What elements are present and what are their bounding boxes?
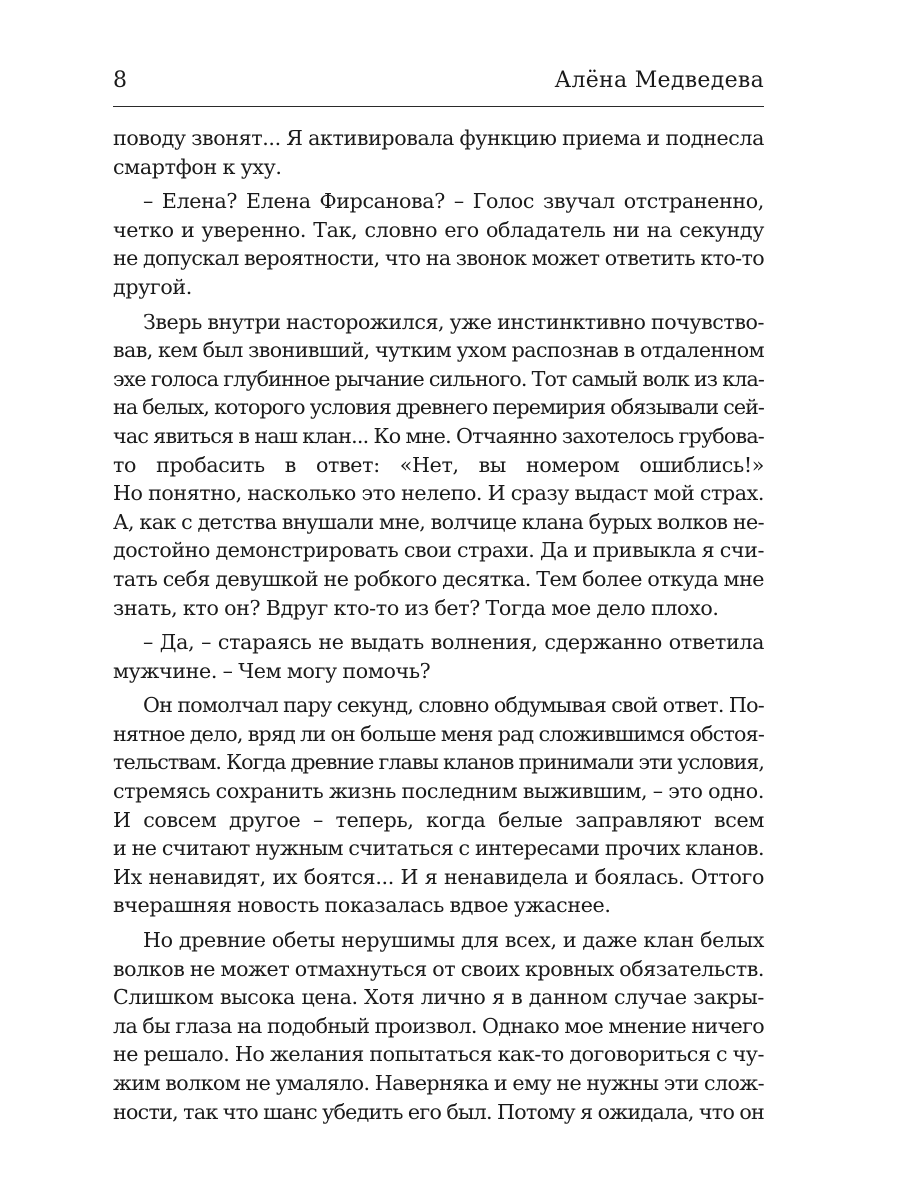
text-line: не допускал вероятности, что на звонок может ответить кто-то — [113, 246, 764, 271]
text-line: А, как с детства внушали мне, волчице клана бурых волков не- — [113, 509, 764, 534]
text-line: – Елена? Елена Фирсанова? – Голос звучал отстраненно, — [143, 189, 764, 214]
author-name: Алёна Медведева — [554, 68, 764, 93]
text-line: Слишком высока цена. Хотя лично я в данном случае закры- — [113, 985, 764, 1010]
paragraph — [113, 124, 764, 181]
text-line: Но понятно, насколько это нелепо. И сразу выдаст мой страх. — [113, 481, 764, 506]
text-line: поводу звонят... Я активировала функцию приема и поднесла — [113, 126, 765, 150]
text-line: эхе голоса глубинное рычание сильного. Тот самый волк из кла- — [113, 366, 764, 391]
text-line: четко и уверенно. Так, словно его обладатель ни на секунду — [113, 217, 764, 242]
text-line: час явиться в наш клан... Ко мне. Отчаянно захотелось грубова- — [113, 423, 764, 448]
text-line: Но древние обеты нерушимы для всех, и даже клан белых — [143, 928, 764, 953]
text-line: тельствам. Когда древние главы кланов принимали эти условия, — [113, 750, 765, 775]
text-line: другой. — [113, 274, 192, 299]
paragraph — [113, 628, 764, 685]
text-line: не решало. Но желания попытаться как-то договориться с чу- — [113, 1042, 764, 1067]
text-line: то пробасить в ответ: «Нет, вы номером ошиблись!» — [113, 452, 764, 477]
text-line: вчерашняя новость показалась вдвое ужаснее. — [113, 893, 611, 918]
text-line: знать, кто он? Вдруг кто-то из бет? Тогда мое дело плохо. — [113, 595, 719, 620]
text-line: жим волком не умаляло. Наверняка и ему не нужны эти слож- — [113, 1071, 764, 1095]
running-head — [113, 66, 764, 96]
text-line: мужчине. – Чем могу помочь? — [113, 658, 431, 683]
text-line: ности, так что шанс убедить его был. Потому я ожидала, что он — [113, 1099, 765, 1124]
page-number: 8 — [113, 68, 127, 93]
text-line: достойно демонстрировать свои страхи. Да и привыкла я счи- — [113, 538, 765, 563]
text-line: вав, кем был звонивший, чутким ухом распознав в отдаленном — [113, 338, 764, 363]
header-rule — [113, 106, 764, 107]
text-line: смартфон к уху. — [113, 154, 282, 179]
text-line: и не считают нужным считаться с интересами прочих кланов. — [113, 836, 764, 861]
paragraph — [113, 691, 764, 920]
text-line: Их ненавидят, их боятся... И я ненавидела и боялась. Оттого — [113, 864, 764, 889]
text-line: тать себя девушкой не робкого десятка. Тем более откуда мне — [113, 566, 764, 591]
text-line: нятное дело, вряд ли он больше меня рад сложившимся обстоя- — [113, 721, 764, 746]
text-line: Он помолчал пару секунд, словно обдумывая свой ответ. По- — [143, 693, 765, 718]
text-line: Зверь внутри насторожился, уже инстинктивно почувство- — [143, 309, 764, 334]
text-line: на белых, которого условия древнего перемирия обязывали сей- — [113, 395, 764, 420]
text-line: стремясь сохранить жизнь последним выжившим, – это одно. — [113, 779, 764, 804]
body-text — [113, 124, 764, 1126]
paragraph — [113, 926, 764, 1126]
text-line: И совсем другое – теперь, когда белые заправляют всем — [113, 807, 764, 832]
text-line: – Да, – стараясь не выдать волнения, сдержанно ответила — [143, 630, 764, 655]
text-line: волков не может отмахнуться от своих кровных обязательств. — [113, 956, 765, 981]
paragraph — [113, 187, 764, 301]
text-line: ла бы глаза на подобный произвол. Однако мое мнение ничего — [113, 1013, 764, 1038]
paragraph — [113, 308, 764, 623]
